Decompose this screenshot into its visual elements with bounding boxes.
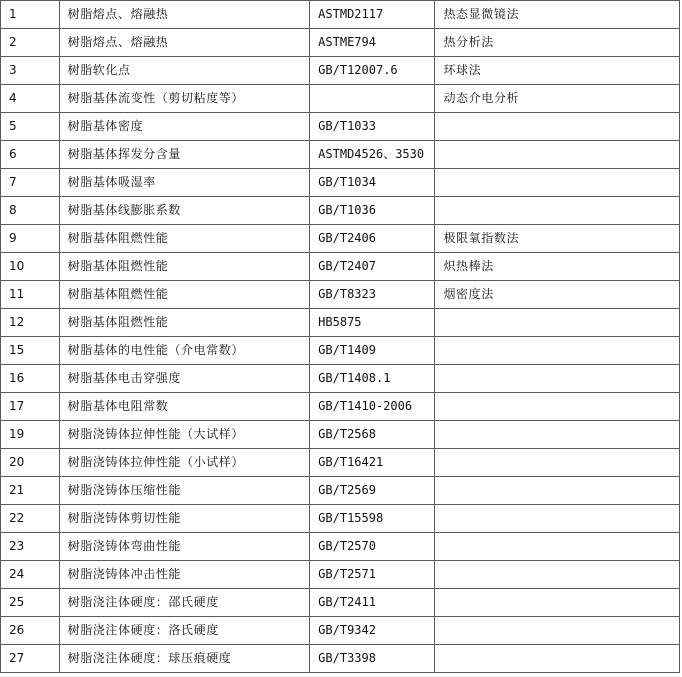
row-number-cell: 9 (1, 225, 60, 253)
test-item-cell: 树脂基体阻燃性能 (59, 309, 310, 337)
test-method-cell (435, 113, 680, 141)
standard-code-cell: GB/T1033 (310, 113, 435, 141)
table-row (1, 505, 680, 533)
row-number-cell: 15 (1, 337, 60, 365)
table-row (1, 589, 680, 617)
test-method-cell (435, 449, 680, 477)
standard-code-cell: GB/T2569 (310, 477, 435, 505)
test-method-cell: 极限氧指数法 (435, 225, 680, 253)
table-row (1, 449, 680, 477)
test-item-cell: 树脂基体阻燃性能 (59, 253, 310, 281)
test-item-cell: 树脂浇铸体弯曲性能 (59, 533, 310, 561)
test-method-cell: 环球法 (435, 57, 680, 85)
test-item-cell: 树脂浇铸体压缩性能 (59, 477, 310, 505)
test-item-cell: 树脂浇注体硬度：邵氏硬度 (59, 589, 310, 617)
standard-code-cell: ASTMD4526、3530 (310, 141, 435, 169)
row-number-cell: 5 (1, 113, 60, 141)
standard-code-cell: HB5875 (310, 309, 435, 337)
row-number-cell: 6 (1, 141, 60, 169)
test-item-cell: 树脂浇注体硬度：球压痕硬度 (59, 645, 310, 673)
row-number-cell: 7 (1, 169, 60, 197)
standard-code-cell: ASTMD2117 (310, 1, 435, 29)
table-row (1, 561, 680, 589)
test-method-cell (435, 141, 680, 169)
test-item-cell: 树脂基体吸湿率 (59, 169, 310, 197)
table-row (1, 337, 680, 365)
test-method-cell (435, 561, 680, 589)
standard-code-cell: GB/T8323 (310, 281, 435, 309)
table-row (1, 645, 680, 673)
test-item-cell: 树脂浇注体硬度：洛氏硬度 (59, 617, 310, 645)
row-number-cell: 26 (1, 617, 60, 645)
test-item-cell: 树脂基体线膨胀系数 (59, 197, 310, 225)
table-row (1, 197, 680, 225)
test-method-cell (435, 197, 680, 225)
table-row (1, 113, 680, 141)
table-row (1, 617, 680, 645)
table-row (1, 281, 680, 309)
table-row (1, 141, 680, 169)
row-number-cell: 4 (1, 85, 60, 113)
standard-code-cell: GB/T1409 (310, 337, 435, 365)
row-number-cell: 25 (1, 589, 60, 617)
row-number-cell: 11 (1, 281, 60, 309)
row-number-cell: 17 (1, 393, 60, 421)
table-row (1, 57, 680, 85)
test-method-cell (435, 589, 680, 617)
test-item-cell: 树脂基体阻燃性能 (59, 225, 310, 253)
row-number-cell: 22 (1, 505, 60, 533)
test-method-cell (435, 169, 680, 197)
row-number-cell: 10 (1, 253, 60, 281)
test-method-cell (435, 533, 680, 561)
standard-code-cell: GB/T15598 (310, 505, 435, 533)
row-number-cell: 20 (1, 449, 60, 477)
table-row (1, 225, 680, 253)
standard-code-cell: GB/T1036 (310, 197, 435, 225)
standard-code-cell: GB/T2411 (310, 589, 435, 617)
table-row (1, 309, 680, 337)
test-item-cell: 树脂浇铸体剪切性能 (59, 505, 310, 533)
table-row (1, 533, 680, 561)
row-number-cell: 8 (1, 197, 60, 225)
row-number-cell: 3 (1, 57, 60, 85)
test-method-cell (435, 365, 680, 393)
test-method-cell (435, 617, 680, 645)
row-number-cell: 21 (1, 477, 60, 505)
test-method-cell (435, 645, 680, 673)
test-item-cell: 树脂基体的电性能（介电常数） (59, 337, 310, 365)
test-method-cell (435, 309, 680, 337)
table-row (1, 393, 680, 421)
standard-code-cell: GB/T2568 (310, 421, 435, 449)
standard-code-cell: GB/T12007.6 (310, 57, 435, 85)
test-item-cell: 树脂基体挥发分含量 (59, 141, 310, 169)
row-number-cell: 19 (1, 421, 60, 449)
test-method-cell (435, 337, 680, 365)
test-method-cell (435, 477, 680, 505)
table-row (1, 421, 680, 449)
row-number-cell: 1 (1, 1, 60, 29)
table-row (1, 365, 680, 393)
test-method-cell: 动态介电分析 (435, 85, 680, 113)
row-number-cell: 12 (1, 309, 60, 337)
test-item-cell: 树脂熔点、熔融热 (59, 29, 310, 57)
test-item-cell: 树脂浇铸体拉伸性能（小试样） (59, 449, 310, 477)
table-body (1, 1, 680, 673)
standard-code-cell: GB/T2407 (310, 253, 435, 281)
standard-code-cell: GB/T1034 (310, 169, 435, 197)
row-number-cell: 27 (1, 645, 60, 673)
test-method-cell: 烟密度法 (435, 281, 680, 309)
test-item-cell: 树脂基体密度 (59, 113, 310, 141)
test-method-cell: 炽热棒法 (435, 253, 680, 281)
test-item-cell: 树脂基体阻燃性能 (59, 281, 310, 309)
test-item-cell: 树脂基体流变性（剪切粘度等） (59, 85, 310, 113)
standard-code-cell: GB/T2406 (310, 225, 435, 253)
standard-code-cell: GB/T9342 (310, 617, 435, 645)
standard-code-cell: GB/T2571 (310, 561, 435, 589)
table-row (1, 169, 680, 197)
standard-code-cell: GB/T1408.1 (310, 365, 435, 393)
test-item-cell: 树脂浇铸体冲击性能 (59, 561, 310, 589)
row-number-cell: 2 (1, 29, 60, 57)
test-item-cell: 树脂基体电阻常数 (59, 393, 310, 421)
standard-code-cell: ASTME794 (310, 29, 435, 57)
row-number-cell: 23 (1, 533, 60, 561)
table-row (1, 1, 680, 29)
standard-code-cell: GB/T16421 (310, 449, 435, 477)
table-row (1, 253, 680, 281)
table-row (1, 29, 680, 57)
test-item-cell: 树脂浇铸体拉伸性能（大试样） (59, 421, 310, 449)
standard-code-cell: GB/T2570 (310, 533, 435, 561)
test-method-cell (435, 421, 680, 449)
test-method-cell: 热态显微镜法 (435, 1, 680, 29)
test-item-cell: 树脂基体电击穿强度 (59, 365, 310, 393)
standard-code-cell (310, 85, 435, 113)
row-number-cell: 24 (1, 561, 60, 589)
standard-code-cell: GB/T3398 (310, 645, 435, 673)
table-row (1, 477, 680, 505)
test-method-cell (435, 505, 680, 533)
test-method-cell: 热分析法 (435, 29, 680, 57)
test-method-cell (435, 393, 680, 421)
test-item-cell: 树脂熔点、熔融热 (59, 1, 310, 29)
standard-code-cell: GB/T1410-2006 (310, 393, 435, 421)
test-item-cell: 树脂软化点 (59, 57, 310, 85)
table-row (1, 85, 680, 113)
row-number-cell: 16 (1, 365, 60, 393)
